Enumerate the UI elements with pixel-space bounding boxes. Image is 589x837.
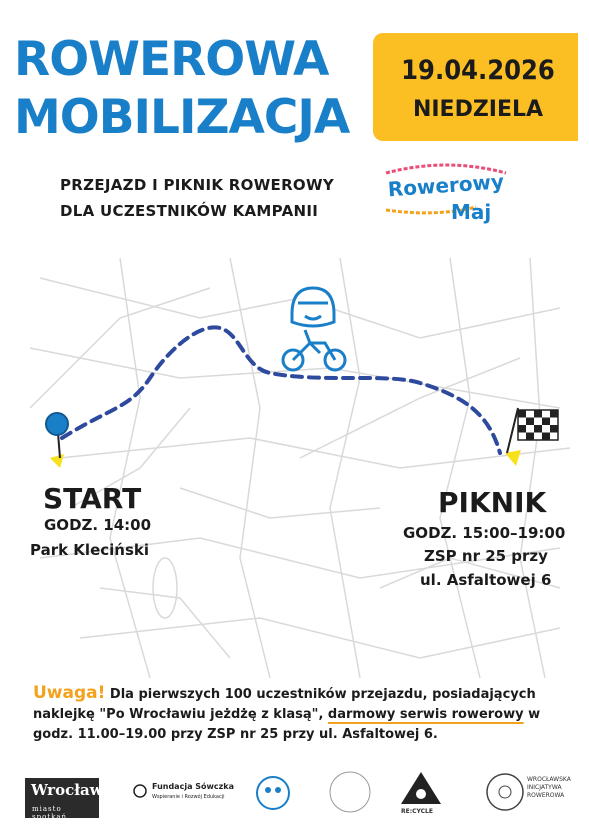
- subtitle-line2: DLA UCZESTNIKÓW KAMPANII: [60, 202, 319, 220]
- wir-line2: INICJATYWA: [527, 784, 562, 791]
- piknik-label: PIKNIK: [438, 486, 547, 519]
- recycle-logo: [398, 770, 444, 820]
- route-line: [62, 327, 500, 453]
- logo-text-maj: Maj: [451, 200, 492, 224]
- fundacja-tagline: Wspieranie i Rozwój Edukacji: [152, 794, 225, 800]
- start-time: GODZ. 14:00: [44, 516, 152, 534]
- notice-warning: Uwaga!: [33, 683, 106, 703]
- fundacja-name: Fundacja Sówczka: [152, 782, 235, 791]
- event-date: 19.04.2026: [401, 55, 555, 86]
- bicycle-wheel-icon: [485, 770, 525, 814]
- wroclaw-logo: [25, 778, 103, 821]
- notice-text2: w godz. 11.00–19.00 przy ZSP nr 25 przy ul. Asfaltowej 6.: [33, 707, 541, 742]
- checkered-flag-icon: [518, 410, 558, 440]
- rowerowy-maj-logo: [376, 155, 516, 230]
- title-line1: ROWEROWA: [14, 32, 329, 87]
- start-pin-icon: [46, 413, 68, 435]
- wir-logo: [485, 770, 580, 820]
- piknik-time: GODZ. 15:00–19:00: [403, 524, 566, 542]
- wir-line1: WROCŁAWSKA: [527, 776, 571, 783]
- title-line2: MOBILIZACJA: [14, 90, 350, 145]
- start-label: START: [43, 482, 142, 515]
- start-marker: [50, 454, 64, 468]
- wroclaw-name: Wrocław: [31, 781, 103, 799]
- owl-icon: [132, 783, 148, 799]
- notice-highlight: darmowy serwis rowerowy: [327, 707, 524, 722]
- notice: [33, 683, 573, 745]
- start-place: Park Kleciński: [30, 541, 150, 559]
- date-box: [373, 33, 578, 141]
- finish-flag-pole: [507, 408, 518, 453]
- owl-badge-logo: [255, 773, 291, 815]
- wroclaw-tagline: miasto spotkań: [32, 805, 68, 821]
- piknik-place-line1: ZSP nr 25 przy: [424, 547, 548, 565]
- fundacja-sowczka-logo: [132, 780, 242, 810]
- wir-line3: ROWEROWA: [527, 792, 565, 799]
- circle-logo: [328, 770, 372, 814]
- recycle-triangle-icon: [398, 770, 444, 806]
- notice-text1: Dla pierwszych 100 uczestników przejazdu, posiadających naklejkę "Po Wrocławiu jeżdżę z klasą",: [33, 687, 536, 722]
- sponsors-bar: [0, 765, 589, 825]
- event-day: NIEDZIELA: [412, 97, 544, 122]
- piknik-place-line2: ul. Asfaltowej 6: [420, 571, 552, 589]
- logo-text-rowerowy: Rowerowy: [387, 169, 505, 202]
- recycle-name: RE:CYCLE: [401, 808, 433, 815]
- subtitle-line1: PRZEJAZD I PIKNIK ROWEROWY: [60, 176, 334, 194]
- route-map: [0, 258, 589, 678]
